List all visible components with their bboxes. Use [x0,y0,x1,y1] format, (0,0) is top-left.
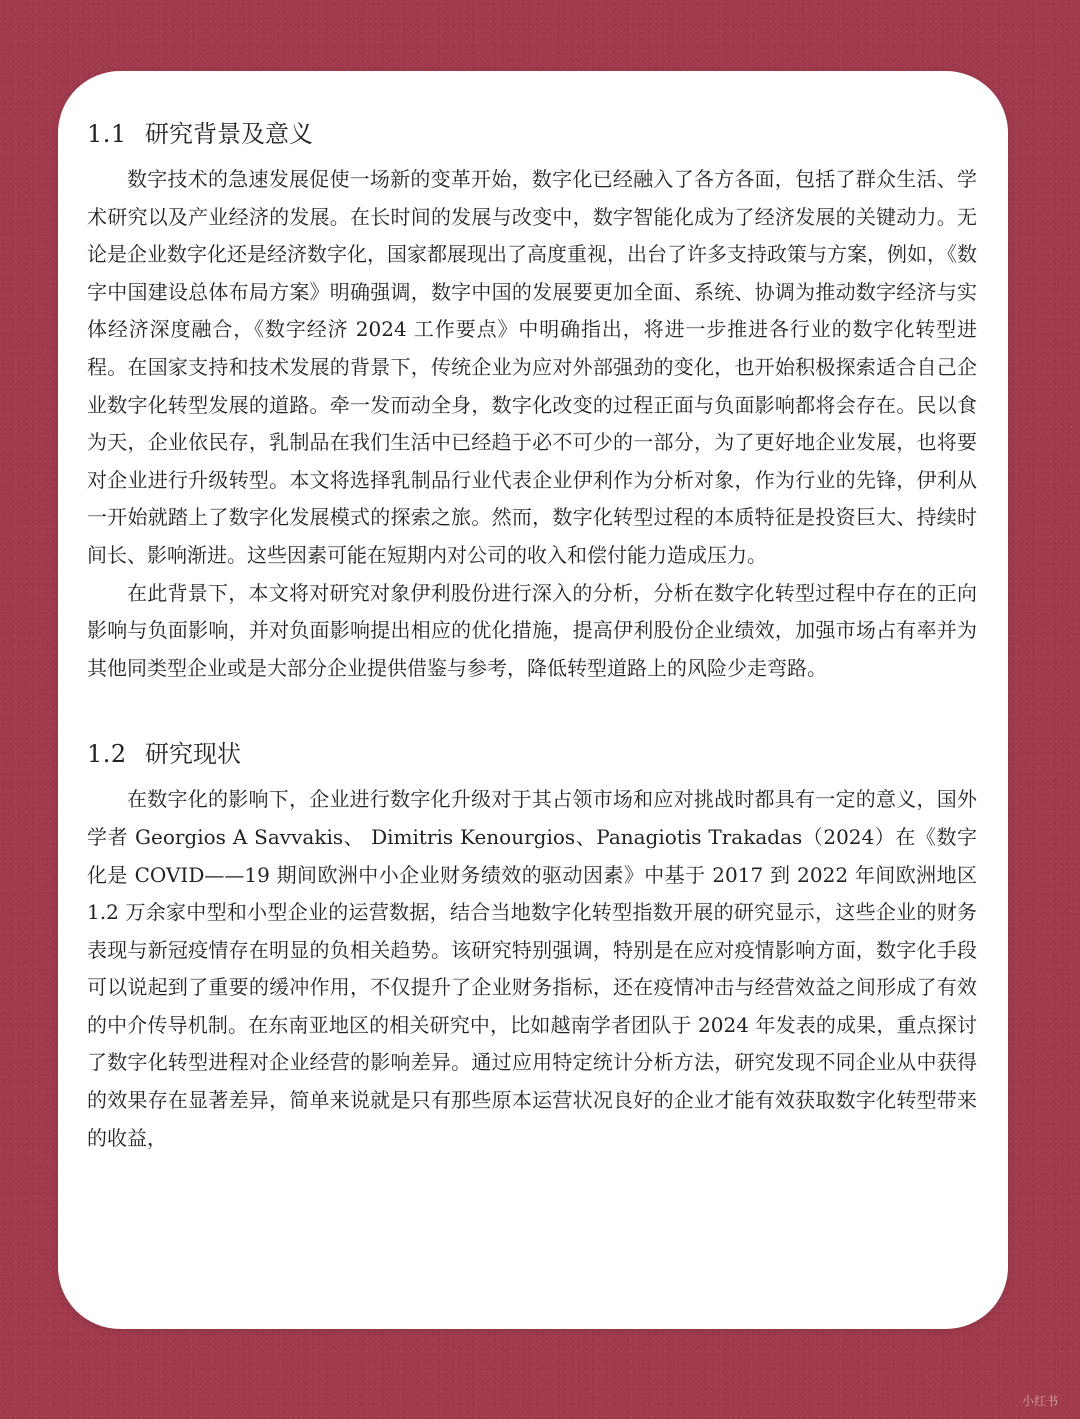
paragraph: 在数字化的影响下，企业进行数字化升级对于其占领市场和应对挑战时都具有一定的意义，国外学者 Georgios A Savvakis、 Dimitris Kenourgios、Panagiotis Trakadas（2024）在《数字化是 COVID——19 期间欧洲中小企业财务绩效的驱动因素》中基于 2017 到 2022 年间欧洲地区 1.2 万余家中型和小型企业的运营数据，结合当地数字化转型指数开展的研究显示，这些企业的财务表现与新冠疫情存在明显的负相关趋势。该研究特别强调，特别是在应对疫情影响方面，数字化手段可以说起到了重要的缓冲作用，不仅提升了企业财务指标，还在疫情冲击与经营效益之间形成了有效的中介传导机制。在东南亚地区的相关研究中，比如越南学者团队于 2024 年发表的成果，重点探讨了数字化转型进程对企业经营的影响差异。通过应用特定统计分析方法，研究发现不同企业从中获得的效果存在显著差异，简单来说就是只有那些原本运营状况良好的企业才能有效获取数字化转型带来的收益， [87,787,977,1150]
section-number: 1.2 [87,740,127,769]
section-heading-status [87,731,977,777]
paragraph: 数字技术的急速发展促使一场新的变革开始，数字化已经融入了各方各面，包括了群众生活、学术研究以及产业经济的发展。在长时间的发展与改变中，数字智能化成为了经济发展的关键动力。无论是企业数字化还是经济数字化，国家都展现出了高度重视，出台了许多支持政策与方案，例如，《数字中国建设总体布局方案》明确强调，数字中国的发展要更加全面、系统、协调为推动数字经济与实体经济深度融合，《数字经济 2024 工作要点》中明确指出，将进一步推进各行业的数字化转型进程。在国家支持和技术发展的背景下，传统企业为应对外部强劲的变化，也开始积极探索适合自己企业数字化转型发展的道路。牵一发而动全身，数字化改变的过程正面与负面影响都将会存在。民以食为天，企业依民存，乳制品在我们生活中已经趋于必不可少的一部分，为了更好地企业发展，也将要对企业进行升级转型。本文将选择乳制品行业代表企业伊利作为分析对象，作为行业的先锋，伊利从一开始就踏上了数字化发展模式的探索之旅。然而，数字化转型过程的本质特征是投资巨大、持续时间长、影响渐进。这些因素可能在短期内对公司的收入和偿付能力造成压力。 [87,167,977,567]
document-content [87,111,977,1157]
section-title: 研究背景及意义 [145,120,313,148]
watermark-logo: 小红书 [1021,1394,1058,1408]
section-heading-background [87,111,977,157]
paragraph: 在此背景下，本文将对研究对象伊利股份进行深入的分析，分析在数字化转型过程中存在的正向影响与负面影响，并对负面影响提出相应的优化措施，提高伊利股份企业绩效，加强市场占有率并为其他同类型企业或是大部分企业提供借鉴与参考，降低转型道路上的风险少走弯路。 [87,580,977,680]
section-title: 研究现状 [145,740,241,769]
section-number: 1.1 [87,120,127,148]
document-card [58,71,1008,1329]
spacer [87,687,977,731]
